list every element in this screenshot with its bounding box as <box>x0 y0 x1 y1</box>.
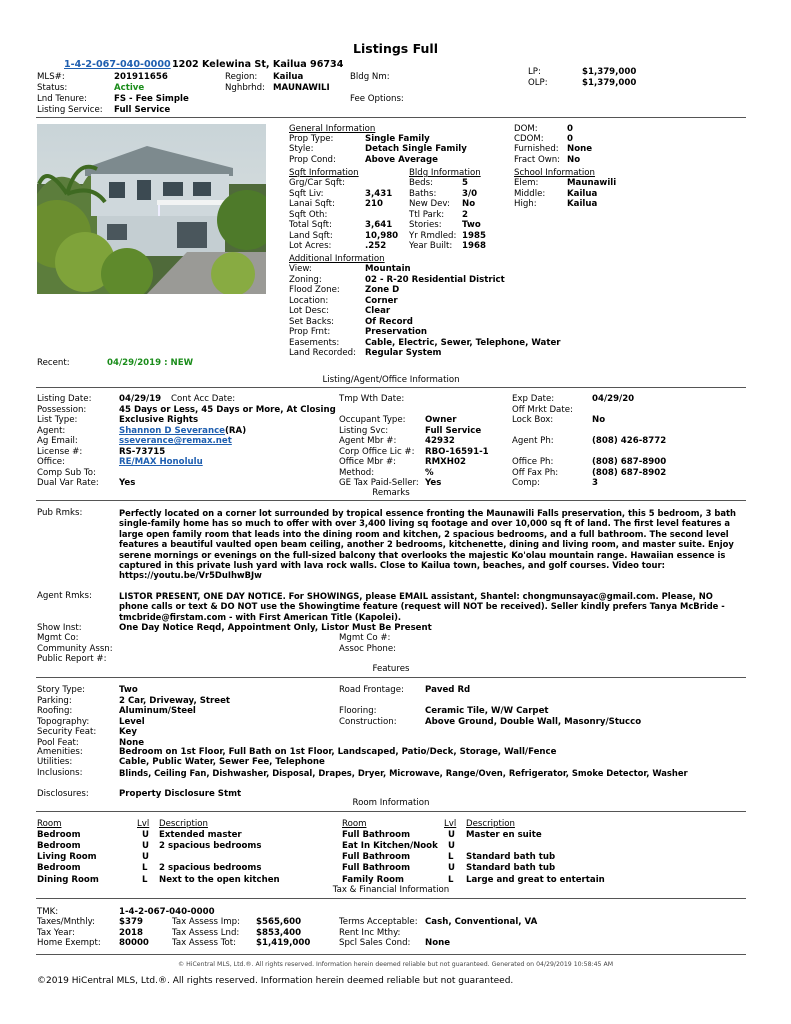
list-type-label: List Type: <box>37 415 78 425</box>
office-mbr-label: Office Mbr #: <box>339 457 397 467</box>
yr-rmdled-label: Yr Rmdled: <box>409 231 457 241</box>
lanai-sqft-value: 210 <box>365 199 383 209</box>
listing-service-value: Full Service <box>114 105 171 115</box>
listing-service-label: Listing Service: <box>37 105 103 115</box>
comp-value: 3 <box>592 478 598 488</box>
furnished-value: None <box>567 144 593 154</box>
room-name: Dining Room <box>37 874 99 885</box>
office-phone-value: (808) 687-8900 <box>592 457 667 467</box>
footer-disclaimer: © HiCentral MLS, Ltd.®. All rights reserved. Information herein deemed reliable but not guaranteed. Generated on 04/29/2019 10:58:45 AM <box>177 961 614 968</box>
comp-label: Comp: <box>512 478 540 488</box>
additional-info-list <box>289 264 589 360</box>
beds-value: 5 <box>462 178 468 188</box>
fract-own-value: No <box>567 155 581 165</box>
divider <box>36 954 746 955</box>
land-sqft-value: 10,980 <box>365 231 399 241</box>
topography-value: Level <box>119 716 145 727</box>
room-level: U <box>142 852 149 862</box>
utilities-label: Utilities: <box>37 757 73 767</box>
cdom-value: 0 <box>567 134 573 144</box>
inclusions-value: Blinds, Ceiling Fan, Dishwasher, Disposal, Drapes, Dryer, Microwave, Range/Oven, Refrigerator, Smoke Detector, Washer <box>119 768 688 778</box>
grg-sqft-label: Grg/Car Sqft: <box>289 178 345 188</box>
divider <box>36 898 746 899</box>
new-dev-value: No <box>462 199 476 209</box>
dom-label: DOM: <box>514 124 538 134</box>
occupant-type-value: Owner <box>425 415 457 425</box>
room-name: Living Room <box>37 852 97 862</box>
terms-value: Cash, Conventional, VA <box>425 917 538 927</box>
view-value: Mountain <box>365 264 411 274</box>
story-type-label: Story Type: <box>37 685 86 695</box>
disclosures-value: Property Disclosure Stmt <box>119 789 242 799</box>
office-phone-label: Office Ph: <box>512 457 554 467</box>
corp-office-lic-label: Corp Office Lic #: <box>339 446 415 457</box>
sqft-liv-value: 3,431 <box>365 189 393 199</box>
lock-box-value: No <box>592 415 606 425</box>
roofing-label: Roofing: <box>37 706 73 716</box>
table-row <box>342 852 746 864</box>
room-level: L <box>142 874 148 885</box>
home-exempt-value: 80000 <box>119 938 149 948</box>
tmk-label: TMK: <box>37 907 59 917</box>
year-built-label: Year Built: <box>409 241 453 251</box>
lao-section-title: Listing/Agent/Office Information <box>322 375 460 385</box>
style-label: Style: <box>289 144 314 154</box>
topography-label: Topography: <box>37 716 90 727</box>
tax-assess-tot-value: $1,419,000 <box>256 938 311 948</box>
mgmt-co-num-label: Mgmt Co #: <box>339 633 391 643</box>
divider <box>36 387 746 388</box>
divider <box>36 677 746 678</box>
region-label: Region: <box>225 72 258 82</box>
parking-value: 2 Car, Driveway, Street <box>119 695 231 706</box>
total-sqft-value: 3,641 <box>365 220 393 230</box>
stories-value: Two <box>462 220 481 230</box>
occupant-type-label: Occupant Type: <box>339 415 406 425</box>
desc-header: Description <box>466 819 515 829</box>
lvl-header: Lvl <box>137 819 150 829</box>
baths-label: Baths: <box>409 189 437 199</box>
school-info-heading: School Information <box>514 168 596 178</box>
room-desc: Standard bath tub <box>466 852 556 862</box>
room-name: Eat In Kitchen/Nook <box>342 840 438 851</box>
lao-col2 <box>339 394 509 494</box>
mls-number: 201911656 <box>114 72 168 82</box>
high-label: High: <box>514 199 537 209</box>
set-backs-label: Set Backs: <box>289 316 335 327</box>
room-level: U <box>448 863 455 874</box>
comp-sub-to-label: Comp Sub To: <box>37 467 96 478</box>
show-inst-label: Show Inst: <box>37 623 82 633</box>
list-price: $1,379,000 <box>582 67 637 77</box>
ge-tax-label: GE Tax Paid-Seller: <box>339 478 419 488</box>
off-mrkt-date-label: Off Mrkt Date: <box>512 404 573 415</box>
agent-email-link[interactable]: sseverance@remax.net <box>119 436 232 446</box>
disclosures-label: Disclosures: <box>37 789 89 799</box>
lock-box-label: Lock Box: <box>512 415 554 425</box>
public-report-label: Public Report #: <box>37 654 107 664</box>
land-sqft-label: Land Sqft: <box>289 231 333 241</box>
table-row <box>37 841 337 853</box>
features-right <box>339 685 739 729</box>
possession-value: 45 Days or Less, 45 Days or More, At Closing <box>119 404 336 415</box>
assoc-phone-label: Assoc Phone: <box>339 644 397 654</box>
table-row <box>342 841 746 853</box>
original-price-label: OLP: <box>528 78 548 88</box>
office-label: Office: <box>37 457 65 467</box>
security-label: Security Feat: <box>37 727 97 737</box>
office-mbr-value: RMXH02 <box>425 457 466 467</box>
recent-value: 04/29/2019 : NEW <box>107 358 194 368</box>
table-row <box>37 852 337 864</box>
table-row <box>37 863 337 875</box>
table-row <box>342 863 746 875</box>
pool-label: Pool Feat: <box>37 737 79 748</box>
construction-label: Construction: <box>339 716 397 727</box>
room-desc: Standard bath tub <box>466 863 556 874</box>
tmp-wth-date-label: Tmp Wth Date: <box>339 394 405 404</box>
baths-value: 3/0 <box>462 189 478 199</box>
off-fax-label: Off Fax Ph: <box>512 467 559 478</box>
amenities-value: Bedroom on 1st Floor, Full Bath on 1st Floor, Landscaped, Patio/Deck, Storage, Wall/Fence <box>119 747 557 757</box>
fract-own-label: Fract Own: <box>514 155 561 165</box>
cdom-label: CDOM: <box>514 134 544 144</box>
room-name: Full Bathroom <box>342 852 411 862</box>
flooring-label: Flooring: <box>339 706 377 716</box>
agent-label: Agent: <box>37 425 66 436</box>
taxes-label: Taxes/Mnthly: <box>37 917 95 927</box>
property-photo-image <box>37 124 266 294</box>
page-title: Listings Full <box>353 41 438 56</box>
rent-inc-label: Rent Inc Mthy: <box>339 928 401 938</box>
agent-mbr-value: 42932 <box>425 436 455 446</box>
tmk-value: 1-4-2-067-040-0000 <box>119 907 215 917</box>
furnished-label: Furnished: <box>514 144 559 154</box>
desc-header: Description <box>159 819 208 829</box>
ttl-park-label: Ttl Park: <box>409 210 445 220</box>
sqft-info-heading: Sqft Information <box>289 168 359 178</box>
ttl-park-value: 2 <box>462 210 468 220</box>
location-label: Location: <box>289 295 329 306</box>
lanai-sqft-label: Lanai Sqft: <box>289 199 335 209</box>
location-value: Corner <box>365 295 398 306</box>
lot-desc-label: Lot Desc: <box>289 306 329 316</box>
ge-tax-value: Yes <box>425 478 442 488</box>
roofing-value: Aluminum/Steel <box>119 706 196 716</box>
land-recorded-value: Regular System <box>365 348 442 358</box>
recent-label: Recent: <box>37 358 70 368</box>
easements-value: Cable, Electric, Sewer, Telephone, Water <box>365 337 561 348</box>
lot-desc-value: Clear <box>365 306 391 316</box>
prop-cond-label: Prop Cond: <box>289 155 336 165</box>
dual-var-rate-label: Dual Var Rate: <box>37 478 99 488</box>
room-level: U <box>448 829 455 840</box>
tax-assess-tot-label: Tax Assess Tot: <box>172 938 237 948</box>
lot-acres-value: .252 <box>365 241 387 251</box>
easements-label: Easements: <box>289 337 340 348</box>
tax-section-title: Tax & Financial Information <box>332 885 450 895</box>
room-level: U <box>448 840 455 851</box>
yr-rmdled-value: 1985 <box>462 231 486 241</box>
room-desc: Large and great to entertain <box>466 874 605 885</box>
elem-label: Elem: <box>514 178 539 188</box>
mls-label: MLS#: <box>37 72 65 82</box>
office-link[interactable]: RE/MAX Honolulu <box>119 457 203 467</box>
tmk-link[interactable]: 1-4-2-067-040-0000 <box>64 59 171 70</box>
tax-assess-lnd-value: $853,400 <box>256 928 302 938</box>
parking-label: Parking: <box>37 695 72 706</box>
agent-suffix: (RA) <box>225 425 247 436</box>
general-info-heading: General Information <box>289 124 376 134</box>
agent-remarks-text: LISTOR PRESENT, ONE DAY NOTICE. For SHOWINGS, please EMAIL assistant, Shantel: chongmunsayac@gmail.com. Please, NO phone calls or text & DO NOT use the Showingtime feature (request will NOT be received). Seller kindly prefers Tanya McBride - tmcbride@firstam.com - with First American Title (Kapolei). <box>119 591 725 622</box>
dom-value: 0 <box>567 124 573 134</box>
story-type-value: Two <box>119 685 138 695</box>
exp-date-label: Exp Date: <box>512 394 555 404</box>
fee-options-label: Fee Options: <box>350 94 404 104</box>
listing-svc-label: Listing Svc: <box>339 425 389 436</box>
region-value: Kailua <box>273 72 304 82</box>
terms-label: Terms Acceptable: <box>339 917 418 927</box>
road-frontage-value: Paved Rd <box>425 685 471 695</box>
table-row <box>37 830 337 842</box>
taxes-value: $379 <box>119 917 143 927</box>
original-price: $1,379,000 <box>582 78 637 88</box>
room-level: L <box>142 863 148 874</box>
license-value: RS-73715 <box>119 446 166 457</box>
agent-mbr-label: Agent Mbr #: <box>339 436 397 446</box>
features-section-title: Features <box>372 664 410 674</box>
land-tenure-value: FS - Fee Simple <box>114 94 189 104</box>
room-name: Bedroom <box>37 863 81 874</box>
amenities-label: Amenities: <box>37 747 83 757</box>
method-value: % <box>425 467 434 478</box>
agent-name-link[interactable]: Shannon D Severance <box>119 425 226 436</box>
room-name: Family Room <box>342 874 404 885</box>
status-value: Active <box>114 83 145 93</box>
divider <box>36 500 746 501</box>
listing-date-label: Listing Date: <box>37 394 92 404</box>
flood-zone-label: Flood Zone: <box>289 285 340 295</box>
total-sqft-label: Total Sqft: <box>289 220 332 230</box>
footer-copyright: ©2019 HiCentral MLS, Ltd.®. All rights reserved. Information herein deemed reliable but not guaranteed. <box>37 976 514 986</box>
dual-var-rate-value: Yes <box>119 478 136 488</box>
prop-type-value: Single Family <box>365 134 430 144</box>
property-photo <box>37 124 266 294</box>
possession-label: Possession: <box>37 404 87 415</box>
mgmt-co-label: Mgmt Co: <box>37 633 79 643</box>
room-level: U <box>142 840 149 851</box>
spcl-sales-value: None <box>425 938 451 948</box>
flooring-value: Ceramic Tile, W/W Carpet <box>425 706 549 716</box>
middle-label: Middle: <box>514 189 546 199</box>
pub-remarks-label: Pub Rmks: <box>37 508 83 518</box>
room-name: Full Bathroom <box>342 829 411 840</box>
agent-email-label: Ag Email: <box>37 436 78 446</box>
utilities-value: Cable, Public Water, Sewer Fee, Telephone <box>119 757 325 767</box>
pool-value: None <box>119 737 145 748</box>
room-desc: 2 spacious bedrooms <box>159 840 262 851</box>
corp-office-lic-value: RBO-16591-1 <box>425 446 489 457</box>
listing-svc-value: Full Service <box>425 425 482 436</box>
features-left <box>37 685 337 751</box>
property-address: 1202 Kelewina St, Kailua 96734 <box>172 59 344 70</box>
room-level: L <box>448 852 454 862</box>
road-frontage-label: Road Frontage: <box>339 685 404 695</box>
license-label: License #: <box>37 446 83 457</box>
tax-assess-imp-label: Tax Assess Imp: <box>172 917 240 927</box>
pub-remarks-text: Perfectly located on a corner lot surrounded by tropical essence fronting the Maunawili Falls preservation, this 5 bedroom, 3 bath single-family home has so much to offer with over 3,400 living sq footage and over 10,000 sq ft of land. The first level features a large open family room that leads into the dining room and kitchen, 2 spacious bedrooms, and a full bathroom. The second level features a beautiful vaulted open beam ceiling, another 2 bedrooms, kitchenette, dining and living room, and master suite. Enjoy serene mornings or evenings on the full-sized balcony that overlooks the majestic Ko'olau mountain range. Hawaiian essence is captured in this private lush yard with lava rock walls. Close to Kailua town, beaches, and golf courses. Video tour: https://youtu.be/Vr5DuIhwBJw <box>119 508 736 581</box>
room-desc: Extended master <box>159 829 242 840</box>
table-row <box>342 830 746 842</box>
tax-assess-lnd-label: Tax Assess Lnd: <box>172 928 240 938</box>
prop-frnt-value: Preservation <box>365 327 428 337</box>
room-name: Full Bathroom <box>342 863 411 874</box>
room-level: U <box>142 829 149 840</box>
list-price-label: LP: <box>528 67 541 77</box>
show-inst-value: One Day Notice Reqd, Appointment Only, Listor Must Be Present <box>119 623 432 633</box>
land-tenure-label: Lnd Tenure: <box>37 94 87 104</box>
prop-type-label: Prop Type: <box>289 134 334 144</box>
room-desc: Next to the open kitchen <box>159 874 280 885</box>
rooms-table-left <box>37 819 337 885</box>
tax-year-value: 2018 <box>119 928 143 938</box>
style-value: Detach Single Family <box>365 144 467 154</box>
view-label: View: <box>289 264 312 274</box>
home-exempt-label: Home Exempt: <box>37 938 101 948</box>
flood-zone-value: Zone D <box>365 285 400 295</box>
rooms-section-title: Room Information <box>352 798 430 808</box>
off-fax-value: (808) 687-8902 <box>592 467 667 478</box>
beds-label: Beds: <box>409 178 434 188</box>
community-assn-label: Community Assn: <box>37 644 113 654</box>
construction-value: Above Ground, Double Wall, Masonry/Stucco <box>425 716 642 727</box>
stories-label: Stories: <box>409 220 442 230</box>
inclusions-label: Inclusions: <box>37 768 83 778</box>
prop-cond-value: Above Average <box>365 155 438 165</box>
lvl-header: Lvl <box>444 819 457 829</box>
tax-assess-imp-value: $565,600 <box>256 917 302 927</box>
land-recorded-label: Land Recorded: <box>289 348 357 358</box>
zoning-value: 02 - R-20 Residential District <box>365 274 505 285</box>
room-desc: 2 spacious bedrooms <box>159 863 262 874</box>
cont-acc-date-label: Cont Acc Date: <box>171 394 236 404</box>
rooms-table-right <box>342 819 746 885</box>
middle-value: Kailua <box>567 189 598 199</box>
divider <box>36 117 746 118</box>
list-type-value: Exclusive Rights <box>119 415 199 425</box>
security-value: Key <box>119 727 137 737</box>
listing-date-value: 04/29/19 <box>119 394 162 404</box>
set-backs-value: Of Record <box>365 316 413 327</box>
exp-date-value: 04/29/20 <box>592 394 635 404</box>
prop-frnt-label: Prop Frnt: <box>289 327 331 337</box>
lao-col1 <box>37 394 337 494</box>
room-name: Bedroom <box>37 829 81 840</box>
room-header: Room <box>342 819 367 829</box>
sqft-liv-label: Sqft Liv: <box>289 189 324 199</box>
tax-year-label: Tax Year: <box>37 928 75 938</box>
neighborhood-value: MAUNAWILI <box>273 83 330 93</box>
remarks-section-title: Remarks <box>372 488 410 498</box>
bldg-info-heading: Bldg Information <box>409 168 481 178</box>
lot-acres-label: Lot Acres: <box>289 241 332 251</box>
agent-phone-label: Agent Ph: <box>512 436 554 446</box>
additional-info-heading: Additional Information <box>289 254 385 264</box>
room-desc: Master en suite <box>466 829 542 840</box>
method-label: Method: <box>339 467 375 478</box>
lao-col3 <box>512 394 712 494</box>
bldg-name-label: Bldg Nm: <box>350 72 390 82</box>
elem-value: Maunawili <box>567 178 617 188</box>
divider <box>36 811 746 812</box>
neighborhood-label: Nghbrhd: <box>225 83 265 93</box>
agent-remarks-label: Agent Rmks: <box>37 591 92 601</box>
room-name: Bedroom <box>37 840 81 851</box>
high-value: Kailua <box>567 199 598 209</box>
room-header: Room <box>37 819 62 829</box>
room-level: L <box>448 874 454 885</box>
status-label: Status: <box>37 83 68 93</box>
new-dev-label: New Dev: <box>409 199 450 209</box>
year-built-value: 1968 <box>462 241 486 251</box>
agent-phone-value: (808) 426-8772 <box>592 436 667 446</box>
sqft-oth-label: Sqft Oth: <box>289 210 328 220</box>
spcl-sales-label: Spcl Sales Cond: <box>339 938 411 948</box>
zoning-label: Zoning: <box>289 274 322 285</box>
